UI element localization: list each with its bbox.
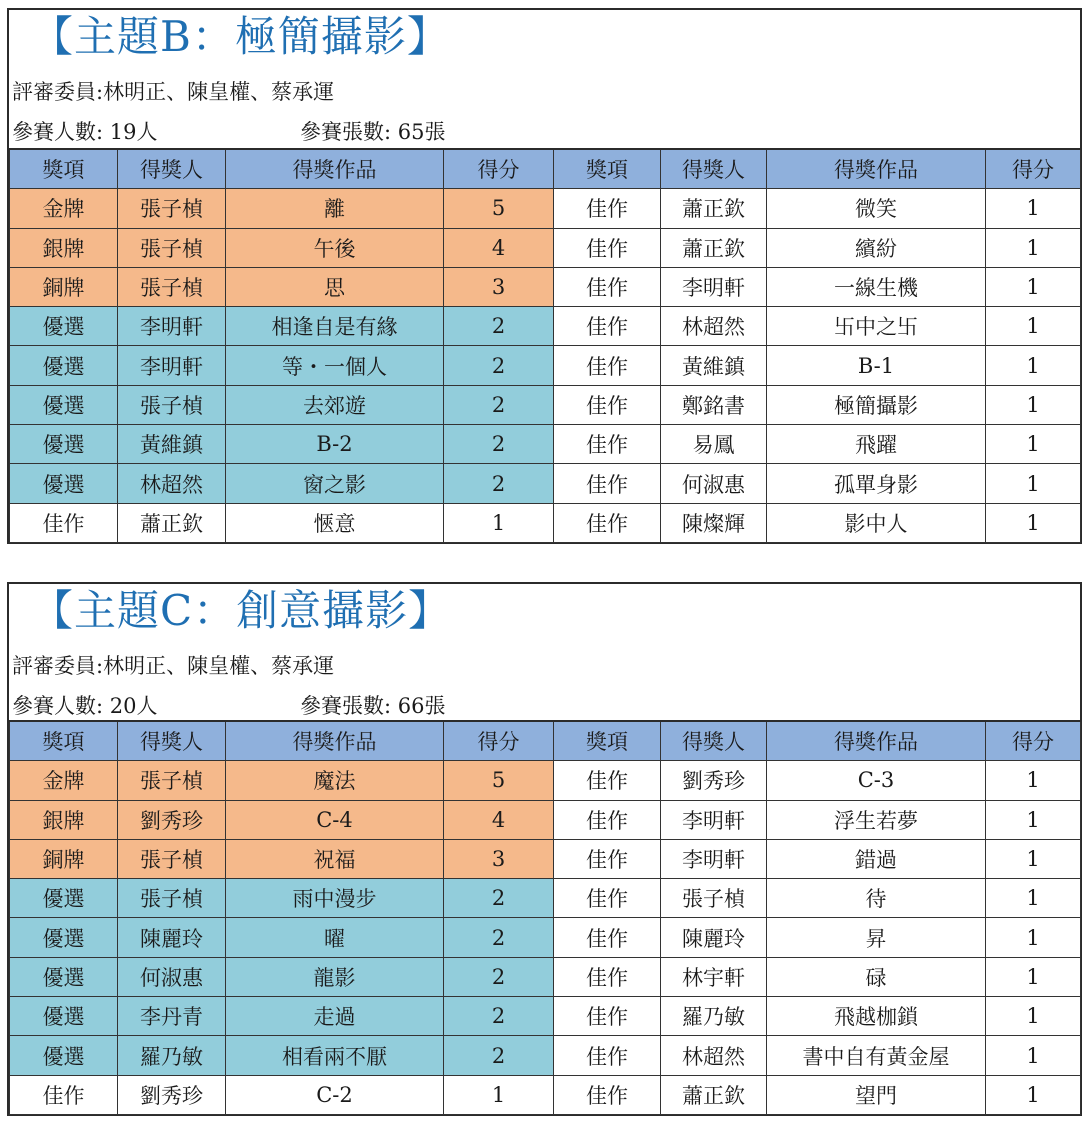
score-cell: 4 xyxy=(444,228,554,267)
work-cell: 等・一個人 xyxy=(226,346,444,385)
score-cell: 1 xyxy=(986,346,1081,385)
column-header: 得獎人 xyxy=(661,149,767,189)
column-header: 得獎作品 xyxy=(767,149,986,189)
work-cell: 碌 xyxy=(767,957,986,996)
award-cell: 佳作 xyxy=(554,918,661,957)
winner-cell: 李明軒 xyxy=(661,839,767,878)
work-cell: 祝福 xyxy=(226,839,444,878)
judges-line: 評審委員:林明正、陳皇權、蔡承運 xyxy=(12,80,335,104)
table-row xyxy=(10,267,1081,306)
winner-cell: 李明軒 xyxy=(118,307,226,346)
work-cell: 雨中漫步 xyxy=(226,879,444,918)
award-cell: 佳作 xyxy=(554,228,661,267)
award-cell: 優選 xyxy=(10,918,118,957)
work-cell: 一線生機 xyxy=(767,267,986,306)
score-cell: 1 xyxy=(986,957,1081,996)
winner-cell: 張子楨 xyxy=(661,879,767,918)
work-cell: 思 xyxy=(226,267,444,306)
table-row xyxy=(10,800,1081,839)
column-header: 得獎人 xyxy=(118,149,226,189)
award-cell: 優選 xyxy=(10,957,118,996)
score-cell: 1 xyxy=(986,464,1081,503)
award-cell: 優選 xyxy=(10,425,118,464)
work-cell: 走過 xyxy=(226,997,444,1036)
column-header: 得分 xyxy=(986,721,1081,761)
award-cell: 優選 xyxy=(10,997,118,1036)
score-cell: 2 xyxy=(444,918,554,957)
winner-cell: 劉秀珍 xyxy=(661,761,767,800)
winner-cell: 劉秀珍 xyxy=(118,1075,226,1114)
table-header-row xyxy=(10,721,1081,761)
award-cell: 佳作 xyxy=(554,1075,661,1114)
work-cell: 書中自有黃金屋 xyxy=(767,1036,986,1075)
work-cell: 龍影 xyxy=(226,957,444,996)
winner-cell: 林超然 xyxy=(661,1036,767,1075)
awards-table xyxy=(9,720,1081,1115)
score-cell: 2 xyxy=(444,464,554,503)
work-cell: 繽紛 xyxy=(767,228,986,267)
score-cell: 1 xyxy=(986,800,1081,839)
column-header: 得獎作品 xyxy=(767,721,986,761)
work-cell: 極簡攝影 xyxy=(767,385,986,424)
winner-cell: 張子楨 xyxy=(118,385,226,424)
work-cell: 浮生若夢 xyxy=(767,800,986,839)
award-cell: 佳作 xyxy=(554,189,661,228)
winner-cell: 李丹青 xyxy=(118,997,226,1036)
score-cell: 1 xyxy=(444,503,554,542)
award-cell: 佳作 xyxy=(554,761,661,800)
score-cell: 1 xyxy=(986,1075,1081,1114)
winner-cell: 張子楨 xyxy=(118,228,226,267)
section-theme-b xyxy=(7,8,1082,544)
award-cell: 佳作 xyxy=(554,425,661,464)
table-row xyxy=(10,761,1081,800)
table-row xyxy=(10,228,1081,267)
participants-count: 參賽人數: 19人 xyxy=(12,120,158,144)
award-cell: 佳作 xyxy=(554,464,661,503)
score-cell: 5 xyxy=(444,761,554,800)
award-cell: 優選 xyxy=(10,1036,118,1075)
award-cell: 佳作 xyxy=(554,307,661,346)
award-cell: 佳作 xyxy=(10,1075,118,1114)
table-row xyxy=(10,189,1081,228)
winner-cell: 劉秀珍 xyxy=(118,800,226,839)
winner-cell: 蕭正欽 xyxy=(661,1075,767,1114)
award-cell: 佳作 xyxy=(554,957,661,996)
score-cell: 2 xyxy=(444,346,554,385)
award-cell: 佳作 xyxy=(554,346,661,385)
section-title: 【主題C：創意攝影】 xyxy=(31,586,452,635)
award-cell: 銀牌 xyxy=(10,800,118,839)
participants-count: 參賽人數: 20人 xyxy=(12,694,158,718)
awards-table xyxy=(9,148,1081,543)
table-row xyxy=(10,503,1081,542)
score-cell: 1 xyxy=(986,267,1081,306)
counts-line xyxy=(12,116,446,146)
table-row xyxy=(10,385,1081,424)
work-cell: 離 xyxy=(226,189,444,228)
winner-cell: 羅乃敏 xyxy=(661,997,767,1036)
work-cell: 微笑 xyxy=(767,189,986,228)
winner-cell: 李明軒 xyxy=(661,267,767,306)
work-cell: 窗之影 xyxy=(226,464,444,503)
score-cell: 1 xyxy=(986,761,1081,800)
award-cell: 佳作 xyxy=(554,267,661,306)
score-cell: 3 xyxy=(444,267,554,306)
table-row xyxy=(10,839,1081,878)
winner-cell: 張子楨 xyxy=(118,761,226,800)
column-header: 得獎作品 xyxy=(226,149,444,189)
winner-cell: 林超然 xyxy=(118,464,226,503)
score-cell: 1 xyxy=(986,1036,1081,1075)
work-cell: 愜意 xyxy=(226,503,444,542)
work-cell: 魔法 xyxy=(226,761,444,800)
winner-cell: 林超然 xyxy=(661,307,767,346)
award-cell: 佳作 xyxy=(554,879,661,918)
award-cell: 佳作 xyxy=(554,839,661,878)
column-header: 獎項 xyxy=(554,721,661,761)
score-cell: 1 xyxy=(986,918,1081,957)
table-row xyxy=(10,425,1081,464)
award-cell: 優選 xyxy=(10,879,118,918)
column-header: 得分 xyxy=(444,149,554,189)
winner-cell: 蕭正欽 xyxy=(661,189,767,228)
score-cell: 3 xyxy=(444,839,554,878)
work-cell: 飛越枷鎖 xyxy=(767,997,986,1036)
score-cell: 1 xyxy=(986,425,1081,464)
score-cell: 2 xyxy=(444,307,554,346)
award-cell: 佳作 xyxy=(10,503,118,542)
winner-cell: 李明軒 xyxy=(661,800,767,839)
award-cell: 金牌 xyxy=(10,761,118,800)
column-header: 得獎人 xyxy=(118,721,226,761)
award-cell: 佳作 xyxy=(554,385,661,424)
work-cell: 孤單身影 xyxy=(767,464,986,503)
score-cell: 5 xyxy=(444,189,554,228)
award-cell: 銅牌 xyxy=(10,839,118,878)
winner-cell: 蕭正欽 xyxy=(118,503,226,542)
winner-cell: 鄭銘書 xyxy=(661,385,767,424)
section-theme-c xyxy=(7,582,1082,1116)
column-header: 得分 xyxy=(444,721,554,761)
winner-cell: 黃維鎮 xyxy=(118,425,226,464)
score-cell: 2 xyxy=(444,957,554,996)
work-cell: 望門 xyxy=(767,1075,986,1114)
work-cell: 相看兩不厭 xyxy=(226,1036,444,1075)
winner-cell: 李明軒 xyxy=(118,346,226,385)
work-cell: 曜 xyxy=(226,918,444,957)
work-cell: B-2 xyxy=(226,425,444,464)
winner-cell: 何淑惠 xyxy=(118,957,226,996)
work-cell: 待 xyxy=(767,879,986,918)
award-cell: 優選 xyxy=(10,385,118,424)
entries-count: 參賽張數: 66張 xyxy=(300,694,446,718)
work-cell: 飛躍 xyxy=(767,425,986,464)
score-cell: 1 xyxy=(986,385,1081,424)
score-cell: 1 xyxy=(986,189,1081,228)
table-row xyxy=(10,1075,1081,1114)
winner-cell: 張子楨 xyxy=(118,267,226,306)
work-cell: C-2 xyxy=(226,1075,444,1114)
score-cell: 1 xyxy=(986,228,1081,267)
award-cell: 金牌 xyxy=(10,189,118,228)
table-row xyxy=(10,1036,1081,1075)
work-cell: 午後 xyxy=(226,228,444,267)
score-cell: 4 xyxy=(444,800,554,839)
work-cell: 相逢自是有緣 xyxy=(226,307,444,346)
column-header: 得獎人 xyxy=(661,721,767,761)
column-header: 獎項 xyxy=(10,721,118,761)
work-cell: 錯過 xyxy=(767,839,986,878)
score-cell: 1 xyxy=(986,879,1081,918)
score-cell: 2 xyxy=(444,385,554,424)
column-header: 得分 xyxy=(986,149,1081,189)
award-cell: 佳作 xyxy=(554,1036,661,1075)
score-cell: 2 xyxy=(444,997,554,1036)
winner-cell: 何淑惠 xyxy=(661,464,767,503)
work-cell: 卐中之卐 xyxy=(767,307,986,346)
score-cell: 2 xyxy=(444,425,554,464)
table-header-row xyxy=(10,149,1081,189)
table-row xyxy=(10,997,1081,1036)
work-cell: B-1 xyxy=(767,346,986,385)
score-cell: 1 xyxy=(986,503,1081,542)
award-cell: 佳作 xyxy=(554,800,661,839)
award-cell: 優選 xyxy=(10,464,118,503)
score-cell: 1 xyxy=(444,1075,554,1114)
counts-line xyxy=(12,690,446,720)
column-header: 獎項 xyxy=(554,149,661,189)
column-header: 獎項 xyxy=(10,149,118,189)
winner-cell: 蕭正欽 xyxy=(661,228,767,267)
score-cell: 2 xyxy=(444,1036,554,1075)
section-title: 【主題B：極簡攝影】 xyxy=(31,12,450,61)
table-row xyxy=(10,918,1081,957)
winner-cell: 張子楨 xyxy=(118,189,226,228)
score-cell: 1 xyxy=(986,997,1081,1036)
table-row xyxy=(10,957,1081,996)
work-cell: C-3 xyxy=(767,761,986,800)
winner-cell: 易鳳 xyxy=(661,425,767,464)
table-row xyxy=(10,346,1081,385)
entries-count: 參賽張數: 65張 xyxy=(300,120,446,144)
score-cell: 1 xyxy=(986,839,1081,878)
work-cell: 影中人 xyxy=(767,503,986,542)
winner-cell: 羅乃敏 xyxy=(118,1036,226,1075)
winner-cell: 陳燦輝 xyxy=(661,503,767,542)
award-cell: 優選 xyxy=(10,346,118,385)
winner-cell: 陳麗玲 xyxy=(118,918,226,957)
column-header: 得獎作品 xyxy=(226,721,444,761)
award-cell: 銀牌 xyxy=(10,228,118,267)
award-cell: 佳作 xyxy=(554,503,661,542)
score-cell: 1 xyxy=(986,307,1081,346)
score-cell: 2 xyxy=(444,879,554,918)
winner-cell: 林宇軒 xyxy=(661,957,767,996)
table-row xyxy=(10,879,1081,918)
winner-cell: 張子楨 xyxy=(118,879,226,918)
winner-cell: 張子楨 xyxy=(118,839,226,878)
winner-cell: 黃維鎮 xyxy=(661,346,767,385)
work-cell: C-4 xyxy=(226,800,444,839)
work-cell: 去郊遊 xyxy=(226,385,444,424)
award-cell: 佳作 xyxy=(554,997,661,1036)
work-cell: 昇 xyxy=(767,918,986,957)
winner-cell: 陳麗玲 xyxy=(661,918,767,957)
table-row xyxy=(10,307,1081,346)
award-cell: 銅牌 xyxy=(10,267,118,306)
award-cell: 優選 xyxy=(10,307,118,346)
table-row xyxy=(10,464,1081,503)
judges-line: 評審委員:林明正、陳皇權、蔡承運 xyxy=(12,654,335,678)
